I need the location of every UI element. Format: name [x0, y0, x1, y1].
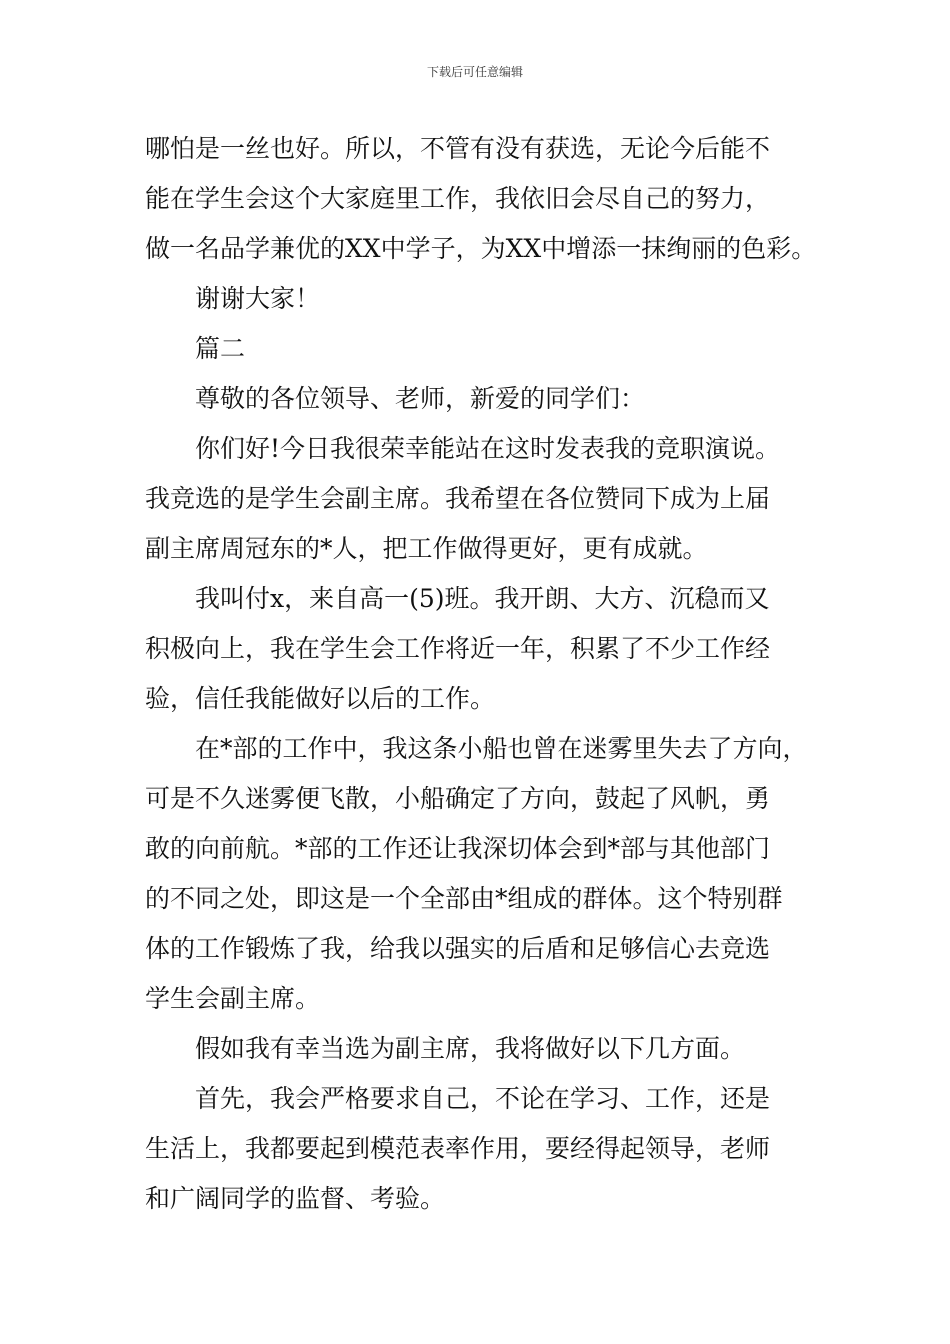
text-line: 谢谢大家！	[195, 284, 321, 313]
text-line: 我叫付x，来自高一(5)班。我开朗、大方、沉稳而又	[195, 584, 770, 613]
text-line: 哪怕是一丝也好。所以，不管有没有获选，无论今后能不	[145, 134, 771, 163]
text-line: 学生会副主席。	[145, 984, 321, 1013]
text-line: 积极向上，我在学生会工作将近一年，积累了不少工作经	[145, 634, 771, 663]
text-line: 验，信任我能做好以后的工作。	[145, 684, 496, 713]
text-line: 敢的向前航。*部的工作还让我深切体会到*部与其他部门	[145, 834, 771, 863]
text-line: 做一名品学兼优的XX中学子，为XX中增添一抹绚丽的色彩。	[145, 234, 817, 263]
document-body	[145, 124, 825, 1224]
page-header: 下载后可任意编辑	[426, 65, 523, 79]
text-line: 我竞选的是学生会副主席。我希望在各位赞同下成为上届	[145, 484, 771, 513]
text-line: 生活上，我都要起到模范表率作用，要经得起领导，老师	[145, 1134, 771, 1163]
text-line: 篇二	[195, 334, 246, 363]
text-line: 可是不久迷雾便飞散，小船确定了方向，鼓起了风帆，勇	[145, 784, 771, 813]
text-line: 的不同之处，即这是一个全部由*组成的群体。这个特别群	[145, 884, 783, 913]
text-line: 你们好!今日我很荣幸能站在这时发表我的竞职演说。	[195, 434, 781, 463]
text-line: 能在学生会这个大家庭里工作，我依旧会尽自己的努力，	[145, 184, 771, 213]
text-line: 首先，我会严格要求自己，不论在学习、工作，还是	[195, 1084, 771, 1113]
text-line: 尊敬的各位领导、老师，新爱的同学们：	[195, 384, 646, 413]
text-line: 在*部的工作中，我这条小船也曾在迷雾里失去了方向，	[195, 734, 808, 763]
text-line: 和广阔同学的监督、考验。	[145, 1184, 446, 1213]
text-line: 体的工作锻炼了我，给我以强实的后盾和足够信心去竞选	[145, 934, 771, 963]
text-line: 假如我有幸当选为副主席，我将做好以下几方面。	[195, 1034, 746, 1063]
text-line: 副主席周冠东的*人，把工作做得更好，更有成就。	[145, 534, 708, 563]
